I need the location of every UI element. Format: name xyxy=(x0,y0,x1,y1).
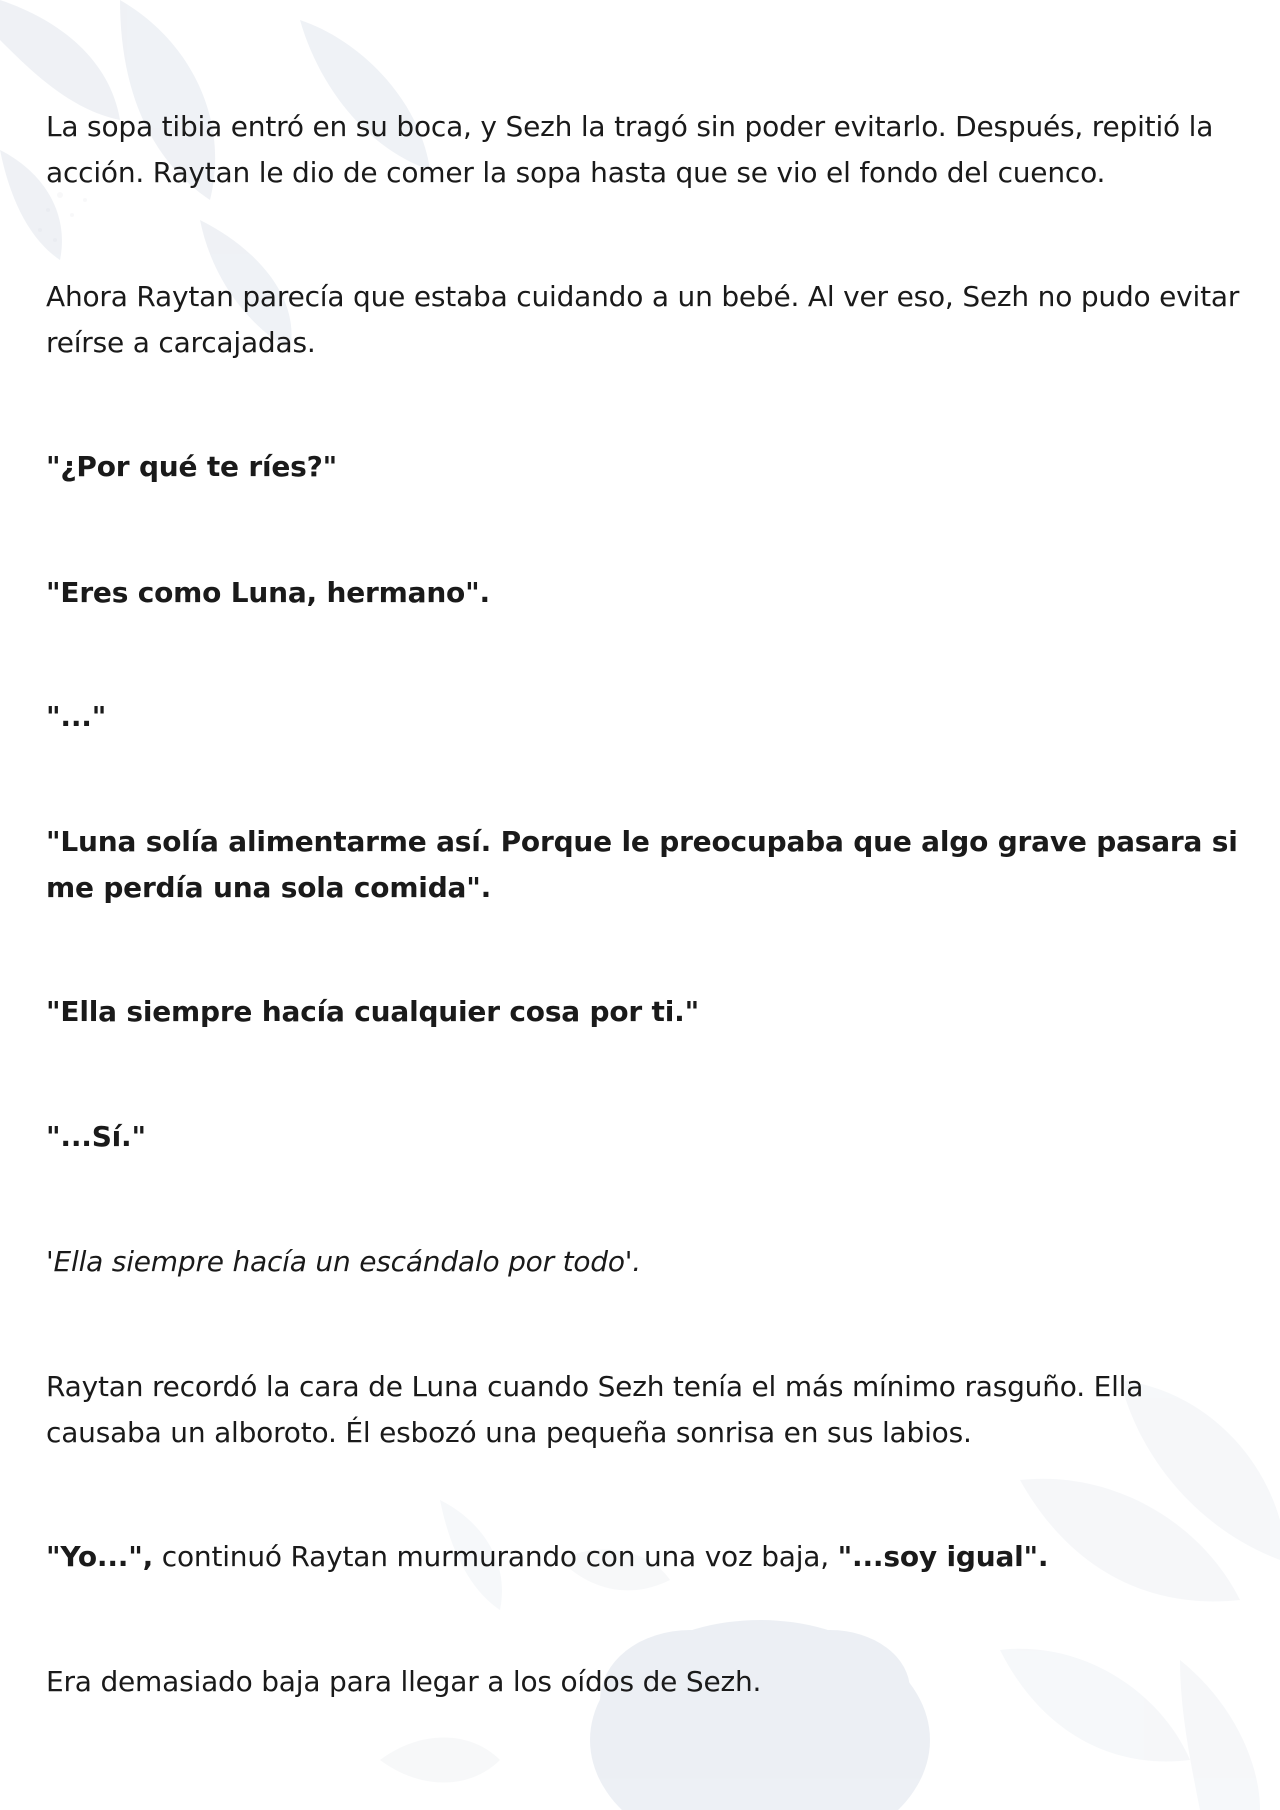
paragraph-1: La sopa tibia entró en su boca, y Sezh la tragó sin poder evitarlo. Después, repitió la acción. Raytan le dio de comer la sopa hasta que se vio el fondo del cuenco. xyxy=(46,110,1214,189)
dialogue-line-2: "Eres como Luna, hermano". xyxy=(46,576,490,609)
dialogue-fragment-2: "...soy igual". xyxy=(837,1540,1049,1573)
inner-thought-line: 'Ella siempre hacía un escándalo por todo'. xyxy=(46,1245,641,1278)
dialogue-line-1: "¿Por qué te ríes?" xyxy=(46,450,338,483)
paragraph-2: Ahora Raytan parecía que estaba cuidando a un bebé. Al ver eso, Sezh no pudo evitar reírse a carcajadas. xyxy=(46,280,1240,359)
mixed-dialogue-paragraph xyxy=(46,1534,1246,1580)
dialogue-line-4: "Luna solía alimentarme así. Porque le preocupaba que algo grave pasara si me perdía una sola comida". xyxy=(46,825,1238,904)
dialogue-line-3: "..." xyxy=(46,700,107,733)
narration-fragment: continuó Raytan murmurando con una voz baja, xyxy=(153,1540,838,1573)
paragraph-4: Era demasiado baja para llegar a los oídos de Sezh. xyxy=(46,1665,762,1698)
dialogue-line-6: "...Sí." xyxy=(46,1120,146,1153)
dialogue-line-5: "Ella siempre hacía cualquier cosa por ti." xyxy=(46,995,699,1028)
paragraph-3: Raytan recordó la cara de Luna cuando Sezh tenía el más mínimo rasguño. Ella causaba un alboroto. Él esbozó una pequeña sonrisa en sus labios. xyxy=(46,1370,1144,1449)
dialogue-fragment-1: "Yo...", xyxy=(46,1540,154,1573)
